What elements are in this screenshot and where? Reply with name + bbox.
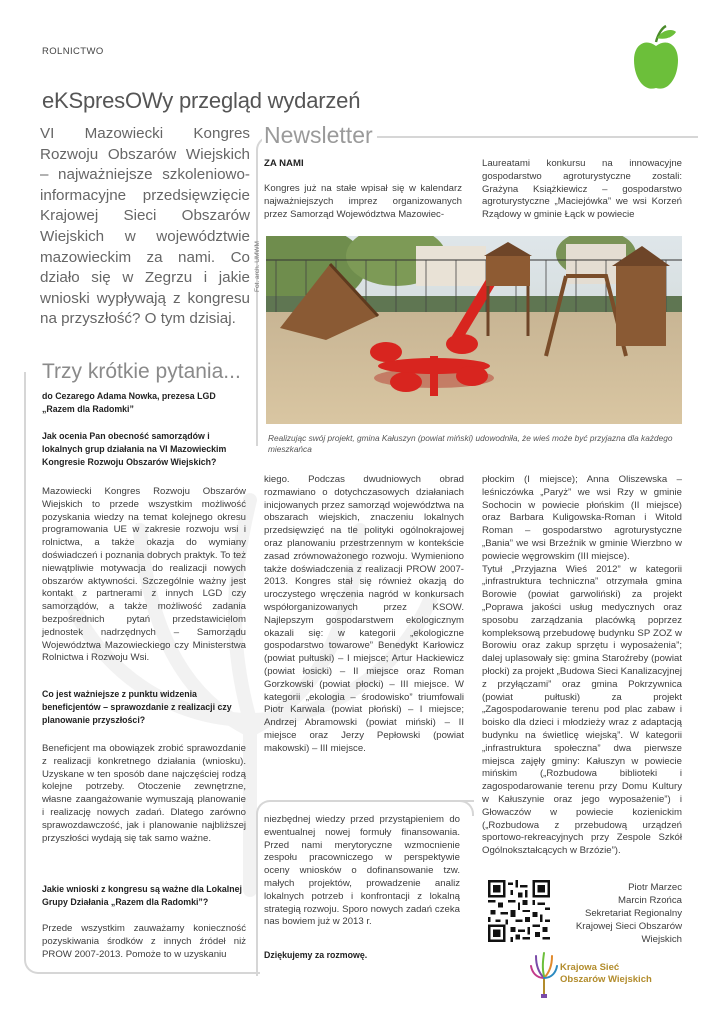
- qr-code-icon[interactable]: [488, 880, 550, 942]
- interview-intro: do Cezarego Adama Nowka, prezesa LGD „Razem dla Radomki”: [42, 391, 216, 414]
- author-affiliation: Wiejskich: [641, 933, 682, 945]
- author-name: Marcin Rzońca: [618, 894, 682, 906]
- photo-caption: Realizując swój projekt, gmina Kałuszyn (powiat miński) udowodniła, że wieś może być przyjazna dla każdego mieszkańca: [268, 433, 673, 454]
- article-col2-paragraph: Tytuł „Przyjazna Wieś 2012” w kategorii „infrastruktura techniczna” otrzymała gmina Borowie (powiat garwoliński) za projekt „Poprawa jakości usług medycznych oraz sposobu zarządzania placówką poprzez kompleksową przebudowę budynku SP ZOZ w Borowiu oraz zakup sprzętu i wyposażenia”; dalej uplasowały się: gmina Staroźreby (powiat płocki) za projekt „Budowa Sieci Kanalizacyjnej z przyłączami” oraz gmina Pokrzywnica (powiat pułtuski) za projekt „Zagospodarowanie terenu pod plac zabaw i boisko dla dzieci i młodzieży wraz z adaptacją budynku na świetlicę wiejską”. W kategorii „infrastruktura społeczna” dwa pierwsze miejsca zajęły gminy: Kałuszyn w powiecie mińskim („Rozbudowa biblioteki i zagospodarowanie terenu przy Domu Kultury w Kałuszynie oraz jego wyposażenie”) i Głowaczów w powiecie kozienickim („Rozbudowa z przebudową urządzeń sportowo-rekreacyjnych przy Zespole Szkół Ogólnokształcących w Brzózie”).: [482, 563, 682, 857]
- article-col1-top: Kongres już na stałe wpisał się w kalendarz najważniejszych imprez organizowanych przez Samorząd Województwa Mazowiec-: [264, 183, 462, 220]
- ksow-logo-icon: [530, 950, 558, 1000]
- article-col1-body: kiego. Podczas dwudniowych obrad rozmawiano o dotychczasowych działaniach inicjowanych przez samorząd województwa na obszarach wiejskich, znaczeniu lokalnych przedsięwzięć na tle polityki ogólnokrajowej oraz planowaniu przestrzennym w kontekście zasad zrównoważonego rozwoju. Wymieniono także doświadczenia z realizacji PROW 2007-2013. Kongres stał się również okazją do uroczystego wręczenia nagród w konkursach współorganizowanych przez KSOW. Najlepszym gospodarstwem ekologicznym okazali się: w kategorii „ekologiczne gospodarstwo towarowe” Benedykt Karłowicz (powiat pułtuski) – I miejsce; Artur Hackiewicz (powiat łosicki) – II miejsce oraz Roman Gorzkowski (powiat płocki) – III miejsce. W kategorii „ekologia – środowisko” triumfowali Piotr Karwala (powiat płoński) – I miejsce; Andrzej Abramowski (powiat miński) – II miejsce oraz Jerzy Pepłowski (powiat makowski) – III miejsce.: [264, 474, 464, 754]
- author-affiliation: Krajowej Sieci Obszarów: [575, 920, 682, 932]
- logo-line: Krajowa Sieć: [560, 962, 620, 973]
- interview-thanks: Dziękujemy za rozmowę.: [264, 950, 368, 960]
- answer-3: Przede wszystkim zauważamy konieczność pozyskiwania środków z innych źródeł niż PROW 2007-2013. Pomoże to w uzyskaniu: [42, 923, 246, 960]
- ksow-logo-text: [560, 962, 652, 986]
- lead-paragraph: VI Mazowiecki Kongres Rozwoju Obszarów Wiejskich – najważniejsze szkoleniowo-informacyjne przedsięwzięcie Krajowej Sieci Obszarów Wiejskich w województwie mazowieckim za nami. Co działo się w Zegrzu i jakie wnioski wypływają z kongresu na przyszłość? O tym dzisiaj.: [40, 125, 250, 328]
- photo-credit: Fot. arch. UMWM: [254, 241, 261, 292]
- section-heading: ZA NAMI: [264, 158, 304, 169]
- newsletter-title: Newsletter: [262, 122, 377, 149]
- logo-line: Obszarów Wiejskich: [560, 974, 652, 985]
- question-2: Co jest ważniejsze z punktu widzenia beneficjentów – sprawozdanie z realizacji czy planowanie przyszłości?: [42, 689, 232, 725]
- answer-3-continued: niezbędnej wiedzy przed przystąpieniem do ewentualnej nowej formuły finansowania. Przed nami merytoryczne wzmocnienie zespołu pracowniczego w perspektywie oceny wniosków o dofinansowanie tzw. małych projektów, prowadzenie analiz lokalnych potrzeb i konfrontacji z lokalną strategią rozwoju. Sporo nowych zadań czeka nas bowiem już w 2013 r.: [264, 814, 460, 928]
- author-signature: [560, 882, 682, 947]
- article-col2-top: Laureatami konkursu na innowacyjne gospodarstwo agroturystyczne zostali: Grażyna Książkiewicz – gospodarstwo agroturystyczne „Maciejówka” we wsi Korzeń Rządowy w gminie Łąck w powiecie: [482, 158, 682, 221]
- question-1: Jak ocenia Pan obecność samorządów i lokalnych grup działania na VI Mazowieckim Kongresie Rozwoju Obszarów Wiejskich?: [42, 431, 227, 467]
- section-tag: ROLNICTWO: [42, 46, 104, 57]
- playground-photo: [266, 236, 682, 424]
- answer-2: Beneficjent ma obowiązek zrobić sprawozdanie z realizacji konkretnego działania (wniosku). Uzyskane w ten sposób dane najczęściej rodzą kolejne potrzeby. Otoczenie zewnętrzne, własne zaangażowanie wymuszają planowanie i realizację nowych zadań. Dlatego zarówno sprawozdawczość, jak i planowanie najbliższej przyszłości wydają się tak samo ważne.: [42, 743, 246, 844]
- apple-icon: [632, 22, 680, 94]
- article-col2-body: [482, 474, 682, 858]
- author-affiliation: Sekretariat Regionalny: [584, 907, 682, 919]
- interview-title: Trzy krótkie pytania...: [42, 360, 245, 384]
- answer-1: Mazowiecki Kongres Rozwoju Obszarów Wiejskich to przede wszystkim możliwość pozyskania wiedzy na temat kolejnego okresu programowania UE w zakresie rozwoju wsi i rolnictwa, a także okazja do wymiany doświadczeń i poznania dobrych praktyk. To też niewątpliwie motywacja do realizacji nowych obszarów aktywności. Szczególnie ważny jest kontakt z partnerami z innych LGD czy samorządów, a także możliwość zadania bezpośrednich pytań przedstawicielom jednostek nadrzędnych – Samorządu Województwa Mazowieckiego czy Ministerstwa Rolnictwa i Rozwoju Wsi.: [42, 486, 246, 664]
- page-title: eKSpresOWy przegląd wydarzeń: [42, 88, 361, 113]
- author-name: Piotr Marzec: [628, 882, 682, 893]
- question-3: Jakie wnioski z kongresu są ważne dla Lokalnej Grupy Działania „Razem dla Radomki”?: [42, 884, 242, 907]
- article-col2-paragraph: płockim (I miejsce); Anna Oliszewska – leśniczówka „Paryż” we wsi Rzy w gminie Sochocin w powiecie płońskim (II miejsce) oraz Barbara Kuligowska-Roman i Witold Roman – gospodarstwo agroturystyczne „Bania” we wsi Brzeźnik w gminie Wierzbno w powiecie węgrowskim (III miejsce).: [482, 474, 682, 562]
